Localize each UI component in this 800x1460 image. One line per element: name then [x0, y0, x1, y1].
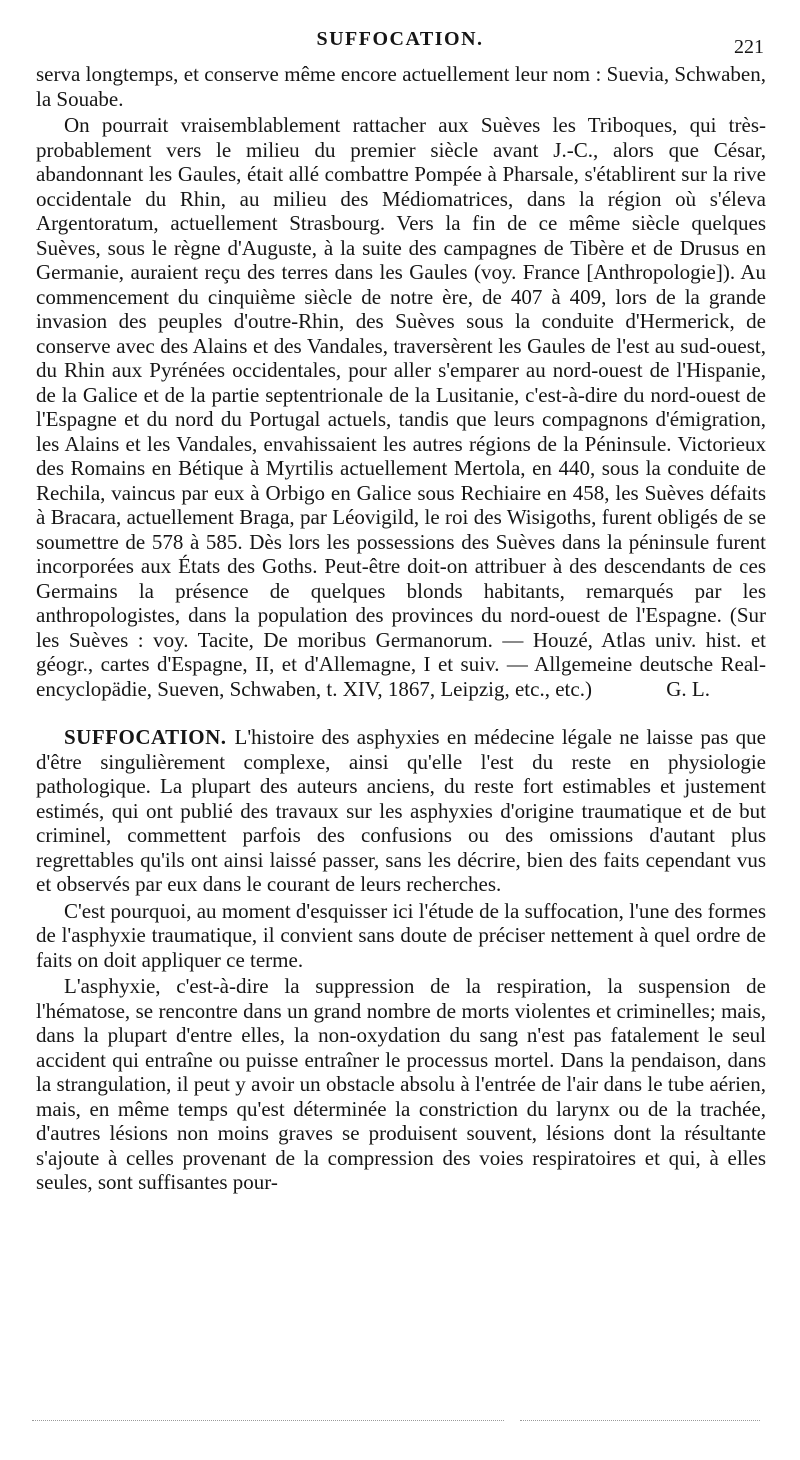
- suevi-history-text: On pourrait vraisemblablement rattacher aux Suèves les Triboques, qui très-probablement vers le milieu du premier siècle avant J.-C., alors que César, abandonnant les Gaules, était allé combattre Pompée à Pharsale, s'établirent sur la rive occidentale du Rhin, au milieu des Médiomatrices, dans la région où s'éleva Argentoratum, actuellement Strasbourg. Vers la fin de ce même siècle quelques Suèves, sous le règne d'Auguste, à la suite des campagnes de Tibère et de Drusus en Germanie, auraient reçu des terres dans les Gaules (voy. France [Anthropologie]). Au commencement du cinquième siècle de notre ère, de 407 à 409, lors de la grande invasion des peuples d'outre-Rhin, des Suèves sous la conduite d'Hermerick, de conserve avec des Alains et des Vandales, traversèrent les Gaules de l'est au sud-ouest, du Rhin aux Pyrénées occidentales, pour aller s'emparer au nord-ouest de l'Hispanie, de la Galice et de la partie septentrionale de la Lusitanie, c'est-à-dire du nord-ouest de l'Espagne et du nord du Portugal actuels, tandis que leurs compagnons d'émigration, les Alains et les Vandales, envahissaient les autres régions de la Péninsule. Victorieux des Romains en Bétique à Myrtilis actuellement Mertola, en 440, sous la conduite de Rechila, vaincus par eux à Orbigo en Galice sous Rechiaire en 458, les Suèves défaits à Bracara, actuellement Braga, par Léovigild, le roi des Wisigoths, furent obligés de se soumettre de 578 à 585. Dès lors les possessions des Suèves dans la péninsule furent incorporées aux États des Goths. Peut-être doit-on attribuer à des descendants de ces Germains la présence de quelques blonds habitants, remarqués par les anthropologistes, dans la population des provinces du nord-ouest de l'Espagne. (Sur les Suèves : voy. Tacite, De moribus Germanorum. — Houzé, Atlas univ. hist. et géogr., cartes d'Espagne, II, et d'Allemagne, I et suiv. — Allgemeine deutsche Real-encyclopädie, Sueven, Schwaben, t. XIV, 1867, Leipzig, etc., etc.): [36, 113, 766, 701]
- entry-headword: SUFFOCATION.: [64, 725, 227, 749]
- footer-dotted-rule-right: [520, 1420, 760, 1421]
- asphyxia-paragraph: L'asphyxie, c'est-à-dire la suppression de la respiration, la suspension de l'hématose, se rencontre dans un grand nombre de morts violentes et criminelles; mais, dans la plupart d'entre elles, la non-oxydation du sang n'est pas fatalement le seul accident qui entraîne ou puisse entraîner le processus mortel. Dans la pendaison, dans la strangulation, il peut y avoir un obstacle absolu à l'entrée de l'air dans le tube aérien, mais, en même temps qu'est déterminée la constriction du larynx ou de la trachée, d'autres lésions non moins graves se produisent souvent, lésions dont la résultante s'ajoute à celles provenant de la compression des voies respiratoires et qui, à elles seules, sont suffisantes pour-: [36, 974, 766, 1194]
- page-body: [36, 62, 766, 1195]
- suffocation-intro-text: L'histoire des asphyxies en médecine légale ne laisse pas que d'être singulièrement complexe, ainsi qu'elle l'est du reste en physiologie pathologique. La plupart des auteurs anciens, du reste fort estimables et justement estimés, qui ont publié des travaux sur les asphyxies d'origine traumatique et de but criminel, commettent parfois des confusions ou des omissions d'autant plus regrettables qu'ils ont ainsi laissé passer, sans les décrire, bien des faits cependant vus et observés par eux dans le courant de leurs recherches.: [36, 725, 766, 896]
- running-title: SUFFOCATION.: [316, 28, 484, 50]
- suffocation-definition-paragraph: C'est pourquoi, au moment d'esquisser ici l'étude de la suffocation, l'une des formes de l'asphyxie traumatique, il convient sans doute de préciser nettement à quel ordre de faits on doit appliquer ce terme.: [36, 898, 766, 972]
- suffocation-entry-paragraph: [36, 725, 766, 897]
- footer-dotted-rule-left: [32, 1420, 504, 1421]
- suevi-history-paragraph: [36, 113, 766, 701]
- page-number: 221: [734, 36, 764, 58]
- author-signature: G. L.: [666, 676, 710, 701]
- suevi-continued-paragraph: serva longtemps, et conserve même encore actuellement leur nom : Suevia, Schwaben, la Souabe.: [36, 62, 766, 111]
